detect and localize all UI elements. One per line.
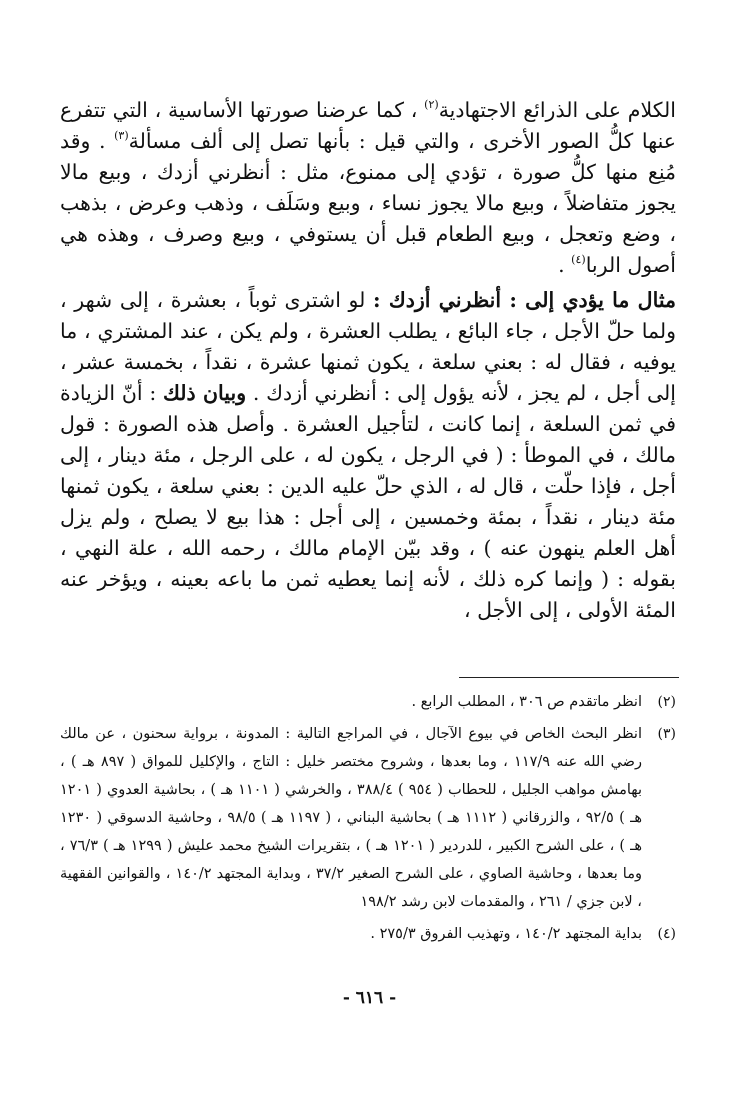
paragraph-2-part-1: لو اشترى ثوباً ، بعشرة ، إلى شهر ، ولما حلّ الأجل ، جاء البائع ، يطلب العشرة ، ولم يكن ، عند المشتري ، ما يوفيه ، فقال له : بعني سلعة ، يكون ثمنها عشرة ، نقداً ، بخمسة عشر ، إلى أجل ، لم يجز ، لأنه يؤول إلى : أنظرني أزدك . bbox=[60, 288, 676, 405]
paragraph-1 bbox=[60, 95, 676, 281]
footnote-number: (٣) bbox=[657, 726, 676, 742]
footnote-text: انظر البحث الخاص في بيوع الآجال ، في المراجع التالية : المدونة ، برواية سحنون ، عن مالك رضي الله عنه ١١٧/٩ ، وما بعدها ، وشروح مختصر خليل : التاج ، والإكليل للمواق ( ٨٩٧ هـ ) ، بهامش مواهب الجليل ، للحطاب ( ٩٥٤ ) ٣٨٨/٤ ، والخرشي ( ١١٠١ هـ ) ، بحاشية العدوي ( ١٢٠١ هـ ) ٩٢/٥ ، والزرقاني ( ١١١٢ هـ ) بحاشية البناني ، ( ١١٩٧ هـ ) ٩٨/٥ ، وحاشية الدسوقي ( ١٢٣٠ هـ ) ، على الشرح الكبير ، للدردير ( ١٢٠١ هـ ) ، بتقريرات الشيخ محمد عليش ( ١٢٩٩ هـ ) ٧٦/٣ ، وما بعدها ، وحاشية الصاوي ، على الشرح الصغير ٣٧/٢ ، وبداية المجتهد ١٤٠/٢ ، والقوانين الفقهية ، لابن جزي / ٢٦١ ، والمقدمات لابن رشد ١٩٨/٢ bbox=[60, 726, 642, 910]
footnote-ref-4: (٤) bbox=[571, 253, 586, 266]
footnote-number: (٤) bbox=[657, 926, 676, 942]
paragraph-2-part-2: : أنّ الزيادة في ثمن السلعة ، إنما كانت ، لتأجيل العشرة . وأصل هذه الصورة : قول مالك ، في الموطأ : ( في الرجل ، يكون له ، على الرجل ، مئة دينار ، إلى أجل ، فإذا حلّت ، قال له ، الذي حلّ عليه الدين : بعني سلعة ، يكون ثمنها مئة دينار ، نقداً ، بمئة وخمسين ، إلى أجل : هذا بيع لا يصلح ، ولم يزل أهل العلم ينهون عنه ) ، وقد بيّن الإمام مالك ، رحمه الله ، علة النهي ، بقوله : ( وإنما كره ذلك ، لأنه إنما يعطيه ثمن ما باعه بعينه ، ويؤخر عنه المئة الأولى ، إلى الأجل ، bbox=[60, 381, 676, 622]
footnote-text: انظر ماتقدم ص ٣٠٦ ، المطلب الرابع . bbox=[411, 694, 642, 710]
footnote-ref-2: (٢) bbox=[424, 98, 439, 111]
footnote-3 bbox=[60, 720, 676, 916]
paragraph-1-part-1: الكلام على الذرائع الاجتهادية bbox=[438, 98, 676, 122]
footnote-2 bbox=[60, 688, 676, 716]
paragraph-1-part-4: . bbox=[558, 253, 572, 277]
footnotes bbox=[60, 688, 676, 952]
section-heading: مثال ما يؤدي إلى : أنظرني أزدك : bbox=[373, 288, 676, 312]
footnote-4 bbox=[60, 920, 676, 948]
footnote-number: (٢) bbox=[657, 694, 676, 710]
paragraph-1-part-3: . وقد مُنِع منها كلُّ صورة ، تؤدي إلى ممنوع، مثل : أنظرني أزدك ، وبيع مالا يجوز متفاضلاً ، وبيع مالا يجوز نساء ، وبيع وسَلَف ، وذهب وعرض ، بذهب ، وضع وتعجل ، وبيع الطعام قبل أن يستوفي ، وبيع وصرف ، وهذه هي أصول الربا bbox=[60, 129, 676, 277]
paragraph-2 bbox=[60, 285, 676, 626]
footnote-divider bbox=[459, 677, 679, 678]
bold-phrase: وبيان ذلك bbox=[162, 381, 247, 405]
footnote-text: بداية المجتهد ١٤٠/٢ ، وتهذيب الفروق ٢٧٥/٣ . bbox=[370, 926, 642, 942]
footnote-ref-3: (٣) bbox=[114, 129, 129, 142]
main-text bbox=[60, 95, 676, 626]
page-number: - ٦١٦ - bbox=[342, 988, 397, 1008]
paragraph-1-part-2: ، كما عرضنا صورتها الأساسية ، التي تتفرع عنها كلُّ الصور الأخرى ، والتي قيل : بأنها تصل إلى ألف مسألة bbox=[60, 98, 676, 153]
